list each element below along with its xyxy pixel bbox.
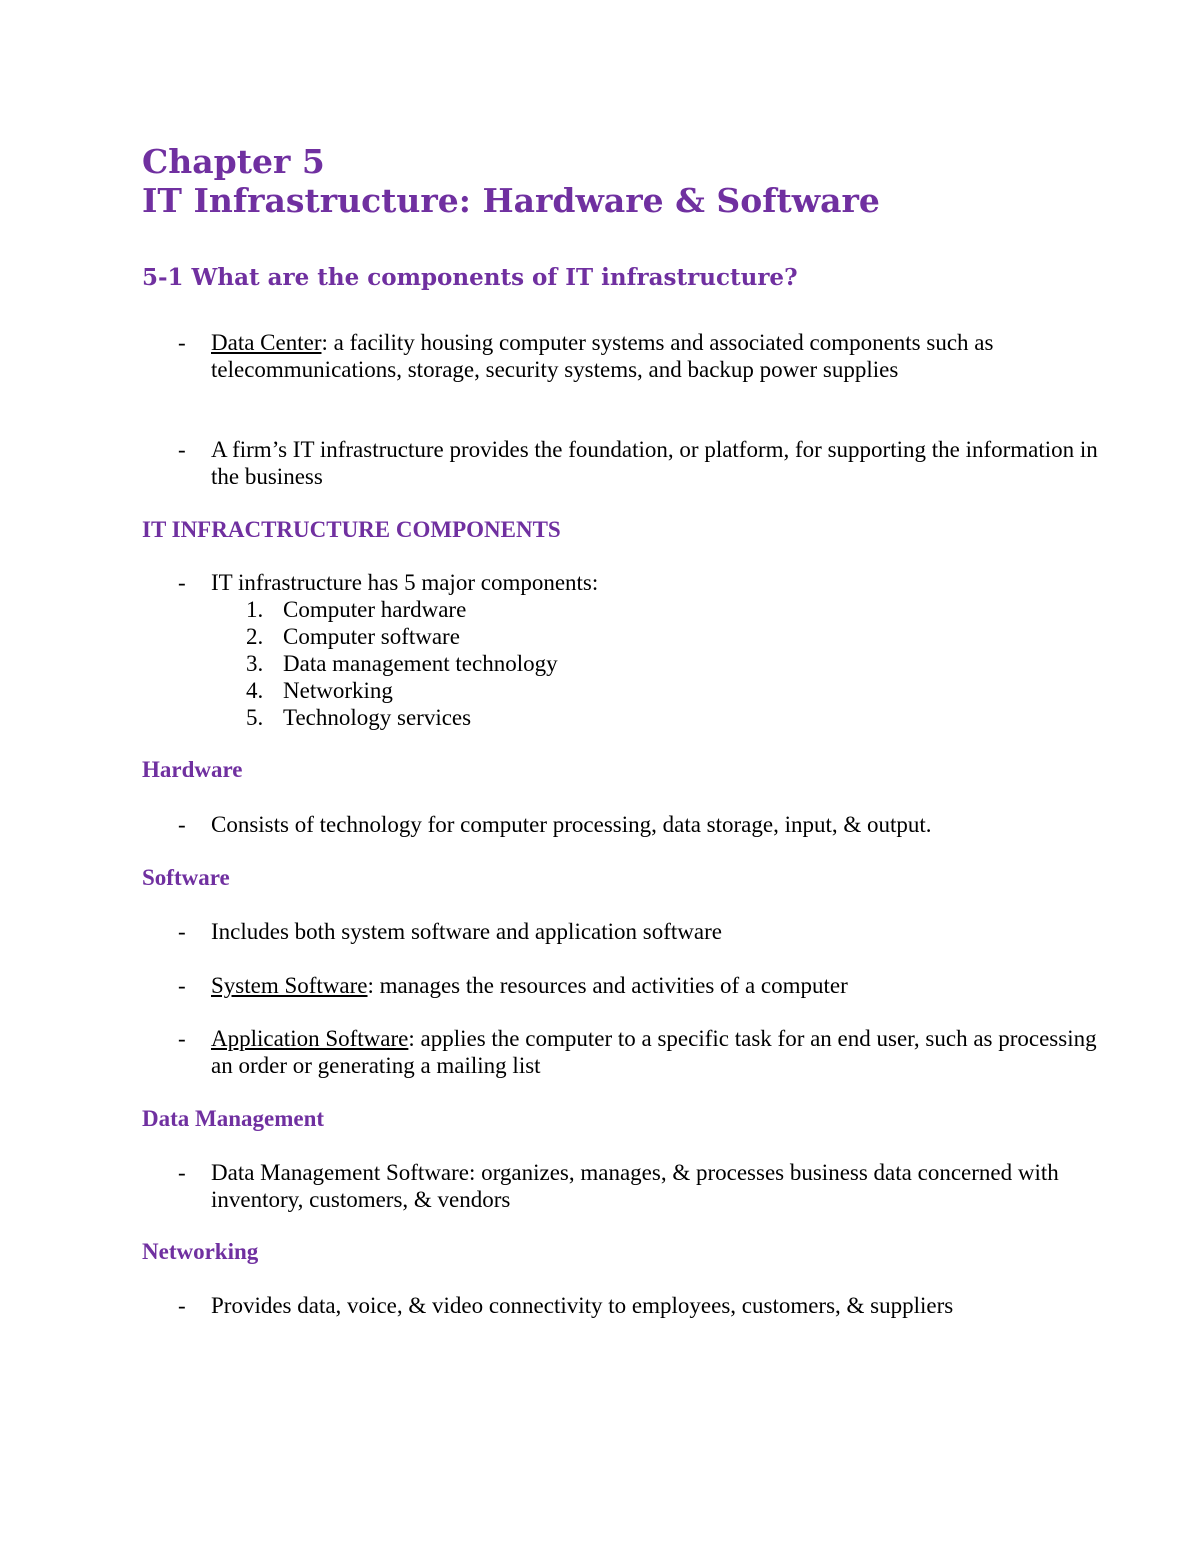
definition-system-software: : manages the resources and activities of a computer: [367, 973, 848, 998]
bullet-text: Consists of technology for computer processing, data storage, input, & output.: [211, 812, 932, 837]
bullet-networking: [142, 1292, 1102, 1319]
networking-heading: Networking: [142, 1239, 259, 1264]
bullet-text: A firm’s IT infrastructure provides the foundation, or platform, for supporting the information in the business: [211, 437, 1098, 489]
definition-data-center: : a facility housing computer systems and associated components such as telecommunications, storage, security systems, and backup power supplies: [211, 330, 994, 382]
bullet-firm-infrastructure: [142, 436, 1102, 490]
software-heading: Software: [142, 865, 230, 890]
bullet-dash: -: [178, 973, 186, 998]
section-heading-5-1: 5-1 What are the components of IT infrastructure?: [142, 264, 798, 291]
bullet-data-center: [142, 329, 1102, 410]
data-management-heading: Data Management: [142, 1106, 325, 1131]
list-number: 1.: [246, 597, 264, 622]
bullet-dash: -: [178, 812, 186, 837]
chapter-subtitle: IT Infrastructure: Hardware & Software: [142, 181, 880, 220]
bullet-hardware: [142, 811, 1102, 838]
list-number: 4.: [246, 678, 264, 703]
bullet-dash: -: [178, 1160, 186, 1185]
list-number: 2.: [246, 624, 264, 649]
list-number: 5.: [246, 705, 264, 730]
list-label: Computer software: [283, 624, 460, 649]
bullet-system-software: [142, 972, 1102, 999]
list-label: Technology services: [283, 705, 472, 730]
bullet-text: IT infrastructure has 5 major components:: [211, 570, 599, 595]
bullet-text: [211, 329, 1101, 383]
bullet-dash: -: [178, 919, 186, 944]
bullet-text: Data Management Software: organizes, manages, & processes business data concerned with inventory, customers, & vendors: [211, 1160, 1059, 1212]
bullet-data-management: [142, 1159, 1102, 1213]
bullet-software-intro: [142, 918, 1102, 945]
term-data-center: Data Center: [211, 330, 322, 355]
bullet-dash: -: [178, 330, 186, 355]
chapter-title: Chapter 5: [142, 142, 325, 181]
list-label: Data management technology: [283, 651, 558, 676]
bullet-dash: -: [178, 1293, 186, 1318]
list-label: Networking: [283, 678, 393, 703]
bullet-text: [211, 972, 1101, 999]
bullet-text: [211, 1025, 1101, 1079]
bullet-dash: -: [178, 1026, 186, 1051]
definition-application-software: : applies the computer to a specific task for an end user, such as processing an order or generating a mailing list: [211, 1026, 1097, 1078]
list-label: Computer hardware: [283, 597, 467, 622]
bullet-application-software: [142, 1025, 1102, 1079]
hardware-heading: Hardware: [142, 757, 243, 782]
components-heading: IT INFRACTRUCTURE COMPONENTS: [142, 517, 561, 542]
term-application-software: Application Software: [211, 1026, 409, 1051]
bullet-dash: -: [178, 437, 186, 462]
bullet-text: Includes both system software and application software: [211, 919, 722, 944]
bullet-components-intro: [142, 569, 1102, 596]
bullet-text: Provides data, voice, & video connectivity to employees, customers, & suppliers: [211, 1293, 954, 1318]
term-system-software: System Software: [211, 973, 368, 998]
bullet-dash: -: [178, 570, 186, 595]
list-number: 3.: [246, 651, 264, 676]
